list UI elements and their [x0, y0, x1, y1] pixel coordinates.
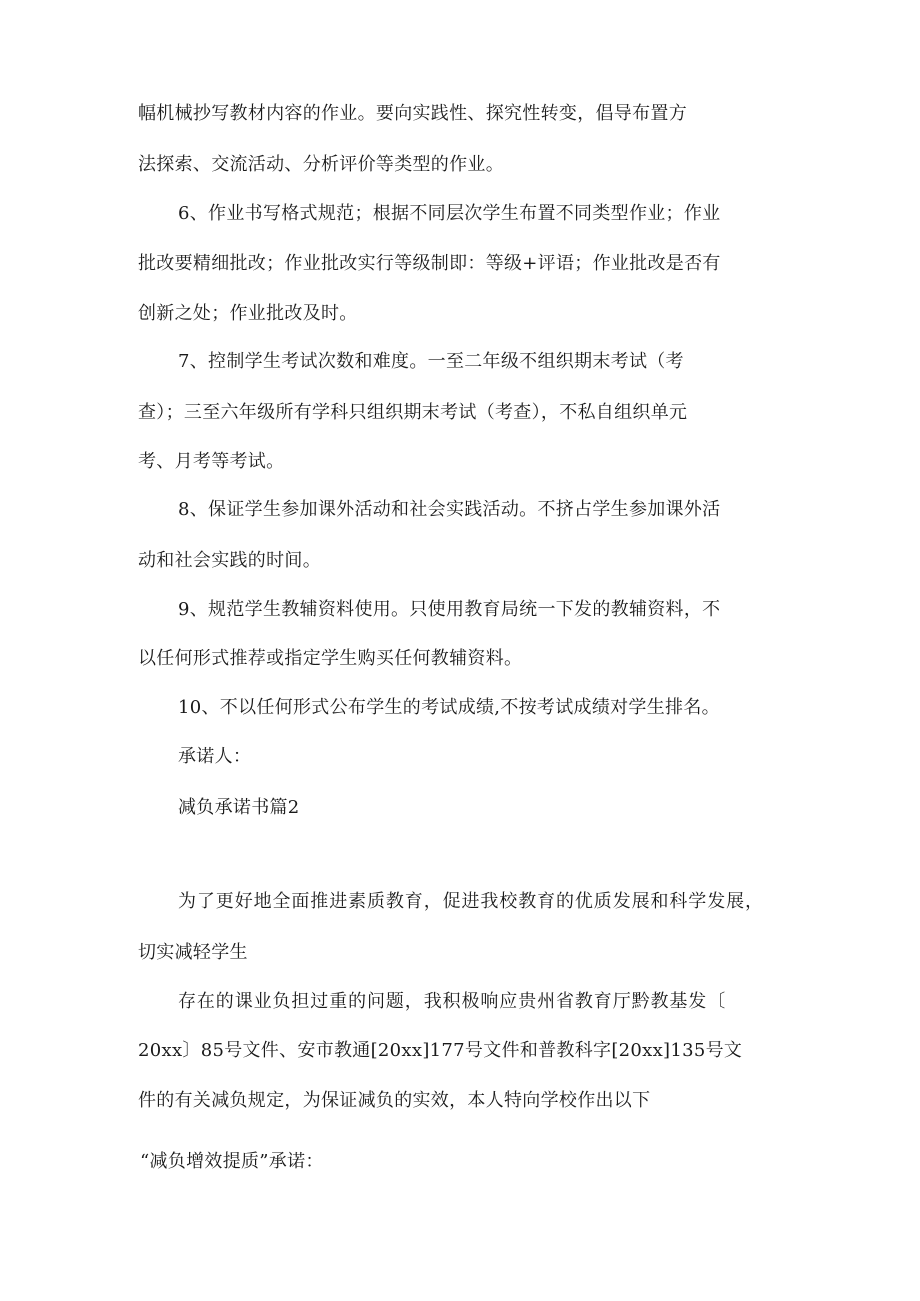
- item-7-line: 7、控制学生考试次数和难度。一至二年级不组织期末考试（考: [178, 351, 684, 372]
- section-heading: 减负承诺书篇2: [178, 797, 300, 818]
- paragraph-line: 批改要精细批改；作业批改实行等级制即：等级+评语；作业批改是否有: [138, 253, 721, 274]
- item-9-line: 9、规范学生教辅资料使用。只使用教育局统一下发的教辅资料，不: [178, 599, 721, 620]
- signature-label: 承诺人：: [178, 746, 252, 767]
- paragraph-line: 查）；三至六年级所有学科只组织期末考试（考查），不私自组织单元: [138, 402, 688, 423]
- paragraph-line: 切实减轻学生: [138, 942, 248, 963]
- paragraph-line: 为了更好地全面推进素质教育，促进我校教育的优质发展和科学发展，: [178, 891, 764, 912]
- paragraph-line: 件的有关减负规定，为保证减负的实效，本人特向学校作出以下: [138, 1090, 651, 1111]
- paragraph-line: 考、月考等考试。: [138, 451, 285, 472]
- item-6-line: 6、作业书写格式规范；根据不同层次学生布置不同类型作业；作业: [178, 203, 721, 224]
- paragraph-line: 20xx〕85号文件、安市教通[20xx]177号文件和普教科字[20xx]135号文: [138, 1040, 743, 1061]
- commitment-title: “减负增效提质”承诺：: [140, 1151, 324, 1172]
- paragraph-line: 法探索、交流活动、分析评价等类型的作业。: [138, 154, 504, 175]
- paragraph-line: 以任何形式推荐或指定学生购买任何教辅资料。: [138, 648, 523, 669]
- item-8-line: 8、保证学生参加课外活动和社会实践活动。不挤占学生参加课外活: [178, 499, 721, 520]
- paragraph-line: 创新之处；作业批改及时。: [138, 303, 358, 324]
- item-10-line: 10、不以任何形式公布学生的考试成绩,不按考试成绩对学生排名。: [178, 697, 720, 718]
- paragraph-line: 存在的课业负担过重的问题，我积极响应贵州省教育厅黔教基发〔: [178, 991, 727, 1012]
- paragraph-line: 动和社会实践的时间。: [138, 550, 321, 571]
- paragraph-line: 幅机械抄写教材内容的作业。要向实践性、探究性转变，倡导布置方: [138, 103, 687, 124]
